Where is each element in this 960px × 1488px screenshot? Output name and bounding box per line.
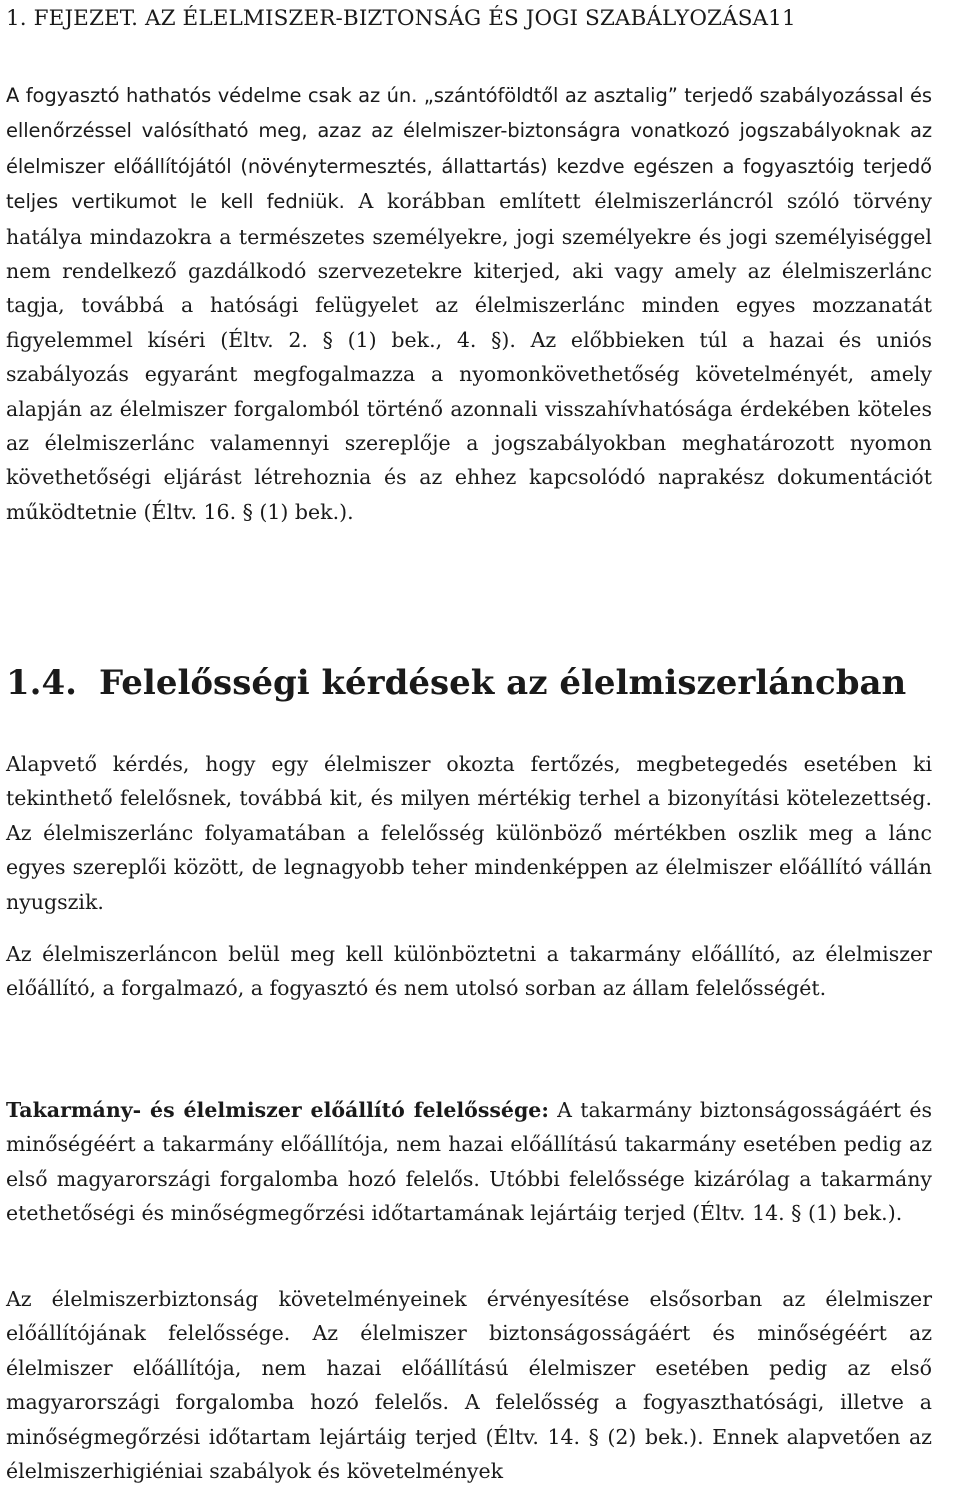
paragraph-intro xyxy=(6,78,932,529)
paragraph-food-safety: Az élelmiszerbiztonság követelményeinek érvényesítése elsősorban az élelmiszer előállítójának felelőssége. Az élelmiszer biztonságosságáért és minőségéért az élelmiszer előállítója, nem hazai előállítású élelmiszer esetében pedig az első magyarországi forgalomba hozó felelős. A felelősség a fogyaszthatósági, illetve a minőségmegőrzési időtartam lejártáig terjed (Éltv. 14. § (2) bek.). Ennek alapvetően az élelmiszerhigiéniai szabályok és követelmények xyxy=(6,1287,932,1484)
paragraph-feed-producer-text: A takarmány biztonságosságáért és minőségéért a takarmány előállítója, nem hazai előállítású takarmány esetében pedig az első magyarországi forgalomba hozó felelős. Utóbbi felelőssége kizárólag a takarmány etethetőségi és minőségmegőrzési időtartamának lejártáig terjed (Éltv. 14. § (1) bek.). xyxy=(6,1098,932,1226)
paragraph-liability-question: Alapvető kérdés, hogy egy élelmiszer okozta fertőzés, megbetegedés esetében ki tekinthető felelősnek, továbbá kit, és milyen mértékig terhel a bizonyítási kötelezettség. Az élelmiszerlánc folyamatában a felelősség különböző mértékben oszlik meg a lánc egyes szereplői között, de legnagyobb teher mindenképpen az élelmiszer előállító vállán nyugszik. xyxy=(6,752,932,914)
section-number: 1.4. xyxy=(6,663,77,703)
section-heading xyxy=(6,656,932,710)
paragraph-feed-producer xyxy=(6,1093,932,1231)
paragraph-actors: Az élelmiszerláncon belül meg kell különböztetni a takarmány előállító, az élelmiszer előállító, a forgalmazó, a fogyasztó és nem utolsó sorban az állam felelősségét. xyxy=(6,942,932,1001)
paragraph-intro-sans-text: A fogyasztó hathatós védelme csak az ún. „szántóföldtől az asztalig” terjedő szabályozással és ellenőrzéssel valósítható meg, azaz az élelmiszer-biztonságra vonatkozó jogszabályoknak az élelmiszer előállítójától (növénytermesztés, állattartás) kezdve egészen a fogyasztóig terjedő teljes vertikumot le kell fedniük. xyxy=(6,84,932,214)
running-head: 1. FEJEZET. AZ ÉLELMISZER-BIZTONSÁG ÉS JOGI SZABÁLYOZÁSA11 xyxy=(6,6,796,31)
run-in-heading: Takarmány- és élelmiszer előállító felelőssége: xyxy=(6,1098,549,1122)
section-title: Felelősségi kérdések az élelmiszerláncban xyxy=(99,663,907,703)
paragraph-intro-text: A korábban említett élelmiszerláncról szóló törvény hatálya mindazokra a természetes személyekre, jogi személyekre és jogi személyiséggel nem rendelkező gazdálkodó szervezetekre kiterjed, aki vagy amely az élelmiszerlánc tagja, továbbá a hatósági felügyelet az élelmiszerlánc minden egyes mozzanatát figyelemmel kíséri (Éltv. 2. § (1) bek., 4. §). Az előbbieken túl a hazai és uniós szabályozás egyaránt megfogalmazza a nyomonkövethetőség követelményét, amely alapján az élelmiszer forgalomból történő azonnali visszahívhatósága érdekében köteles az élelmiszerlánc valamennyi szereplője a jogszabályokban meghatározott nyomon követhetőségi eljárást létrehoznia és az ehhez kapcsolódó naprakész dokumentációt működtetnie (Éltv. 16. § (1) bek.). xyxy=(6,189,932,524)
